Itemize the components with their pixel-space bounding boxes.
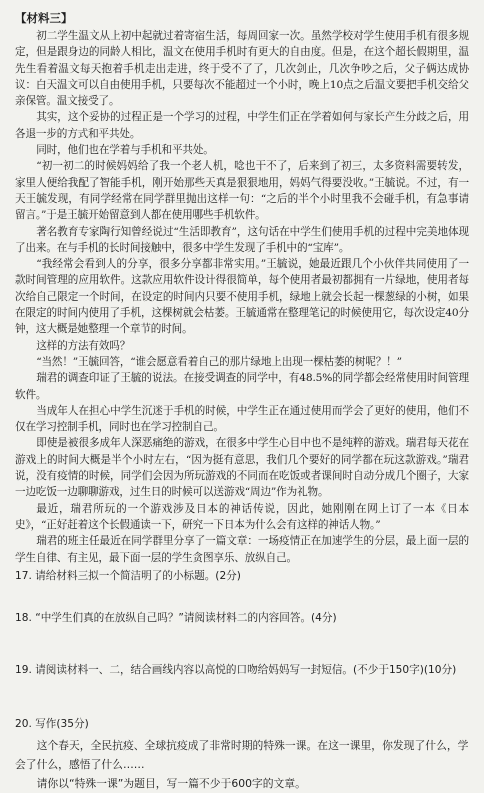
material-paragraph: “初一初二的时候妈妈给了我一个老人机，唸也干不了，后来到了初三，太多资料需要转发，家里人便给我配了智能手机，刚开始那些天真是狠狠地用，妈妈气得要没收。”王毓说。不过，有一天王毓发现，有同学经常在同学群里抛出这样一句：“之后的半个小时里我不会碰手机，有急事请留言。”于是王毓开始留意到人都在使用哪些手机软件。 (15, 160, 469, 222)
material-paragraph: 同时，他们也在学着与手机和平共处。 (36, 144, 214, 157)
material-paragraph: “我经常会看到人的分享，很多分享都非常实用。”王毓说，她最近跟几个小伙伴共同使用了一款时间管理的应用软件。这款应用软件设计得很简单，每个使用者最初都拥有一片绿地，使用者每次给自己限定一个时间，在设定的时间内只要不使用手机，绿地上就会长起一棵葱绿的小树，如果在限定的时间内使用了手机，这棵树就会枯萎。王毓通常在整理笔记的时候使用它，每次设定40分钟，这大概是她整理一个章节的时间。 (15, 258, 469, 336)
question-20-instruction: 请你以“特殊一课”为题目，写一篇不少于600字的文章。 (36, 776, 306, 790)
material-paragraph: 初二学生温文从上初中起就过着寄宿生活，每周回家一次。虽然学校对学生使用手机有很多规定，但是跟身边的同龄人相比，温文在使用手机时有更大的自由度。但是，在这个超长假期里，温先生看着温文每天抱着手机走出走进，终于受不了了，几次剑止，几次争吵之后，父子俩达成协议：白天温文可以自由使用手机，只要每次不能超过一个小时，晚上10点之后温文要把手机交给父亲保管。温文接受了。 (15, 30, 469, 108)
exam-page (7, 4, 477, 790)
question-20-prompt: 这个春天，全民抗疫、全球抗疫成了非常时期的特殊一课。在这一课里，你发现了什么，学会了什么，感悟了什么…… (15, 738, 469, 771)
material-paragraph: 最近，瑞君所玩的一个游戏涉及日本的神话传说，因此，她刚刚在网上订了一本《日本史》，“正好赶着这个长假通读一下，研究一下日本为什么会有这样的神话人物。” (15, 502, 469, 531)
material-paragraph: 这样的方法有效吗？ (36, 339, 131, 352)
material-paragraph: 瑞君的班主任最近在同学群里分享了一篇文章：一场疫情正在加速学生的分层，最上面一层的学生自律、有主见，最下面一层的学生贪图享乐、放纵自己。 (15, 535, 469, 564)
question-20-title: 20. 写作(35分) (15, 717, 89, 730)
material-paragraph: 著名教育专家陶行知曾经说过“生活即教育”，这句话在中学生们使用手机的过程中完美地体现了出来。在与手机的长时间接触中，很多中学生发现了手机中的“宝库”。 (15, 225, 469, 254)
question-17: 17. 请给材料三拟一个简洁明了的小标题。(2分) (15, 569, 241, 582)
material-heading: 【材料三】 (15, 11, 73, 25)
material-paragraph: “当然！”王毓回答，“谁会愿意看着自己的那片绿地上出现一棵枯萎的树呢？！” (36, 355, 402, 368)
question-18: 18. “中学生们真的在放纵自己吗？”请阅读材料二的内容回答。(4分) (15, 611, 337, 624)
question-19: 19. 请阅读材料一、二，结合画线内容以高悦的口吻给妈妈写一封短信。(不少于150字)(10分) (15, 663, 457, 676)
material-paragraph: 即使是被很多成年人深恶痛绝的游戏，在很多中学生心目中也不是纯粹的游戏。瑞君每天花在游戏上的时间大概是半个小时左右，“因为挺有意思，我们几个要好的同学都在玩这款游戏。”瑞君说，没有疫情的时候，同学们会因为所玩游戏的不同而在吃饭或者课间时自动分成几个圈子，大家一边吃饭一边聊聊游戏，过生日的时候可以送游戏“周边”作为礼物。 (15, 437, 469, 499)
material-paragraph: 其实，这个妥协的过程正是一个学习的过程，中学生们正在学着如何与家长产生分歧之后，用各退一步的方式和平共处。 (15, 111, 469, 140)
material-paragraph: 瑞君的调查印证了王毓的说法。在接受调查的同学中，有48.5%的同学都会经常使用时间管理软件。 (15, 372, 469, 401)
material-paragraph: 当成年人在担心中学生沉迷于手机的时候，中学生正在通过使用而学会了更好的使用，他们不仅在学习控制手机，同时也在学习控制自己。 (15, 404, 469, 434)
